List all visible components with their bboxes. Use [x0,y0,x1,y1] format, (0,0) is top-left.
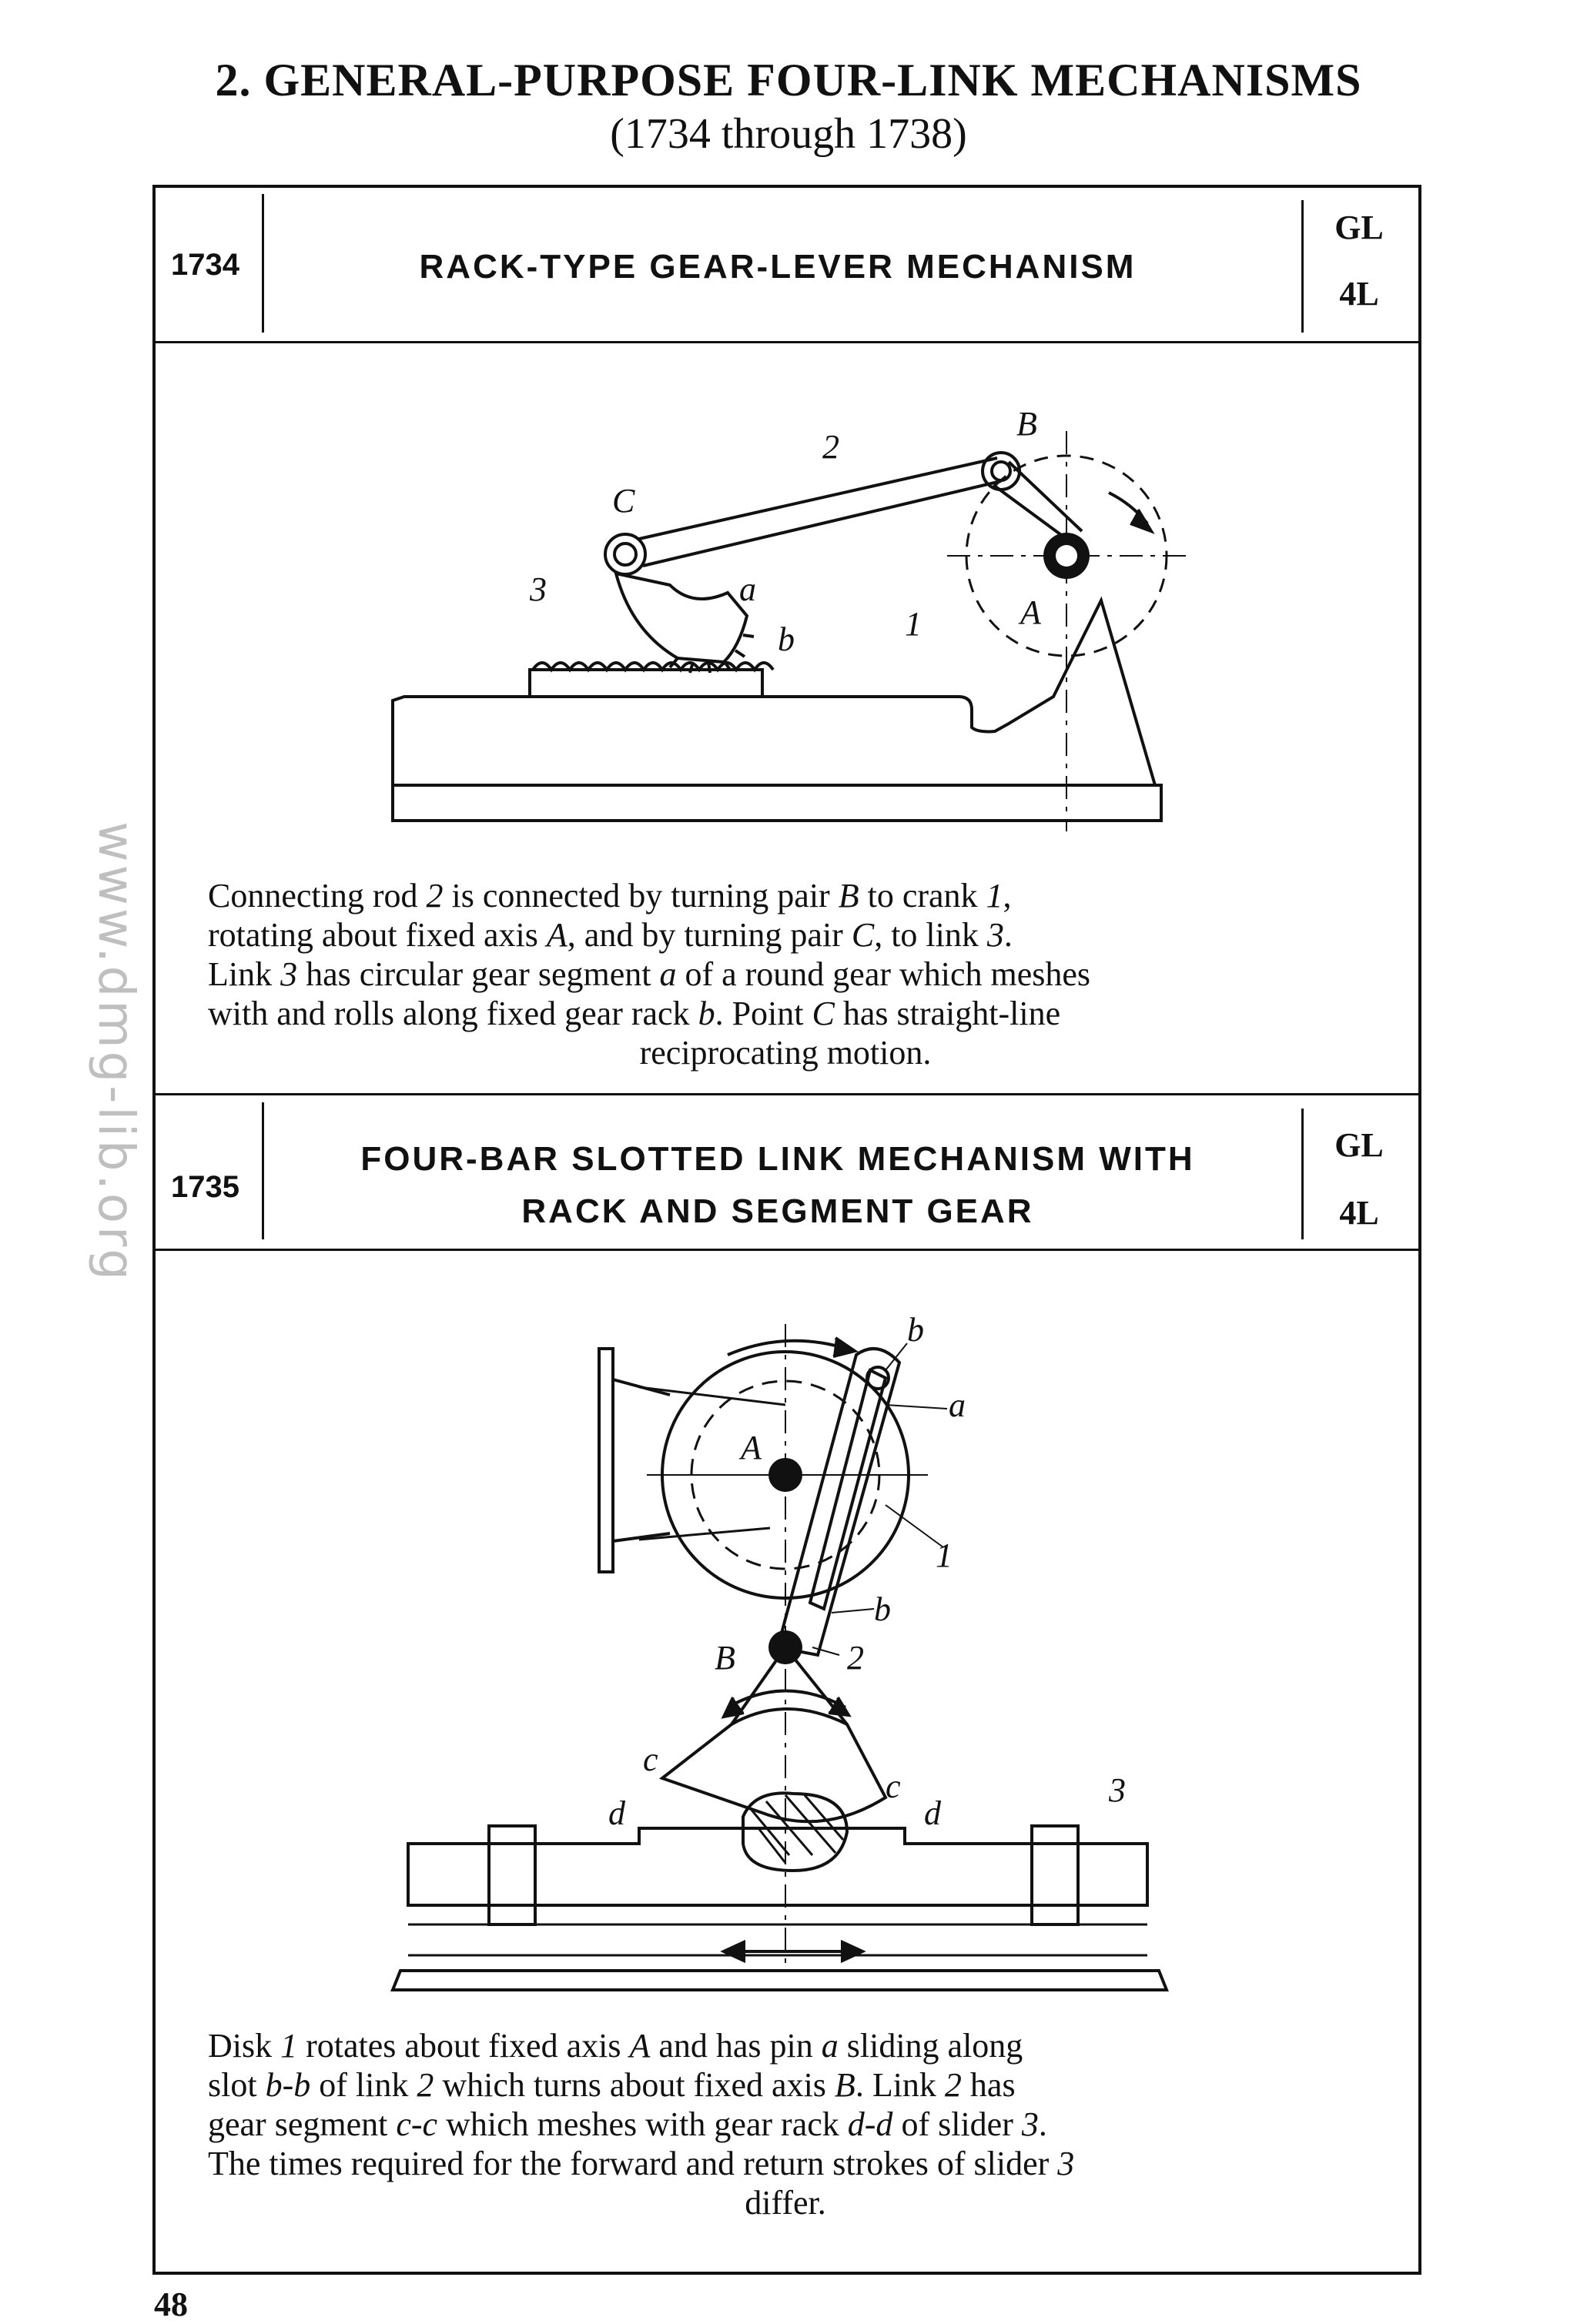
ref: B [838,877,859,915]
page-subtitle: (1734 through 1738) [610,110,967,158]
text: differ. [745,2184,826,2222]
text: , to link [874,916,987,954]
text: slot [208,2066,266,2104]
label-b-top: b [907,1311,924,1349]
ref: 3 [1021,2105,1039,2143]
entry-1735-description [208,2026,1363,2222]
text: rotates about fixed axis [297,2027,630,2065]
text: Connecting rod [208,877,427,915]
label-a: a [739,570,756,608]
axis-a-1735 [768,1458,802,1492]
label-1: 1 [905,605,922,643]
text: The times required for the forward and return strokes of slider [208,2145,1058,2182]
label-3: 3 [530,570,547,608]
ref: B [834,2066,855,2104]
ref: 2 [426,877,444,915]
base-1735 [393,1971,1167,1990]
text: sliding along [838,2027,1023,2065]
text: reciprocating motion. [639,1034,932,1072]
bracket-arms [613,1379,670,1541]
label-d-right: d [924,1794,941,1832]
entry-1735-code-4l: 4L [1339,1194,1379,1232]
label-a-pin: a [949,1386,966,1424]
label-d-left: d [608,1794,625,1832]
ref: 3 [986,916,1004,954]
watermark: www.dmg-lib.org [87,821,144,1283]
entry-1735-code-gl: GL [1334,1126,1384,1164]
ref: A [546,916,568,954]
text: has straight-line [834,995,1061,1032]
text: with and rolls along fixed gear rack [208,995,698,1032]
ref: 2 [944,2066,962,2104]
text: has circular gear segment [297,955,660,993]
text: Disk [208,2027,281,2065]
label-b: B [1016,405,1037,443]
page-title: 2. GENERAL-PURPOSE FOUR-LINK MECHANISMS [215,55,1362,105]
label-c: C [612,482,635,520]
guide-right [1032,1826,1078,1924]
entry-1734-code-gl: GL [1334,209,1384,246]
text: gear segment [208,2105,397,2143]
ref: 1 [280,2027,298,2065]
entry-1735-number: 1735 [171,1170,239,1204]
ref: A [629,2027,651,2065]
label-b-bottom: b [874,1590,891,1628]
label-c-left: c [643,1740,658,1778]
label-b-rack: b [778,620,795,658]
entry-1734-code-4l: 4L [1339,275,1379,313]
text: , [1003,877,1012,915]
text: is connected by turning pair [443,877,839,915]
text: and has pin [650,2027,822,2065]
text: which turns about fixed axis [434,2066,835,2104]
text: which meshes with gear rack [437,2105,848,2143]
text: of a round gear which meshes [676,955,1091,993]
ref: 1 [986,877,1003,915]
axis-b-1735 [768,1630,802,1664]
text: . Link [855,2066,945,2104]
label-2: 2 [847,1639,864,1677]
text: to crank [859,877,986,915]
label-1: 1 [936,1537,953,1574]
label-b-axis: B [715,1639,735,1677]
entry-1735-title-line-2: RACK AND SEGMENT GEAR [521,1192,1034,1230]
ref: b [698,995,715,1032]
label-a-axis: A [1020,594,1041,631]
label-2: 2 [822,428,839,466]
wall-plate [599,1349,613,1572]
text: Link [208,955,281,993]
ref: 2 [417,2066,434,2104]
text: . Point [715,995,812,1032]
gear-segment-c [662,1709,886,1821]
ref: a [821,2027,839,2065]
ref: 3 [1057,2145,1075,2182]
entry-1734-number: 1734 [171,248,239,282]
ref: C [812,995,835,1032]
ref: a [659,955,677,993]
text: . [1038,2105,1047,2143]
label-c-right: c [886,1767,901,1805]
text: , and by turning pair [567,916,852,954]
page-number: 48 [154,2286,188,2323]
ref: b-b [265,2066,311,2104]
text: . [1003,916,1013,954]
entry-1734-title-line: RACK-TYPE GEAR-LEVER MECHANISM [419,248,1137,286]
ref: d-d [847,2105,893,2143]
text: rotating about fixed axis [208,916,547,954]
bracket-struts [639,1387,785,1540]
text: has [961,2066,1016,2104]
text: of slider [892,2105,1022,2143]
label-3: 3 [1109,1771,1126,1809]
entry-1735-title-line-1: FOUR-BAR SLOTTED LINK MECHANISM WITH [360,1140,1195,1178]
ref: 3 [280,955,298,993]
guide-left [489,1826,535,1924]
ref: c-c [396,2105,438,2143]
text: of link [310,2066,417,2104]
ref: C [851,916,875,954]
disk-rotation-arrowhead [833,1338,855,1356]
label-a-axis: A [741,1429,762,1466]
